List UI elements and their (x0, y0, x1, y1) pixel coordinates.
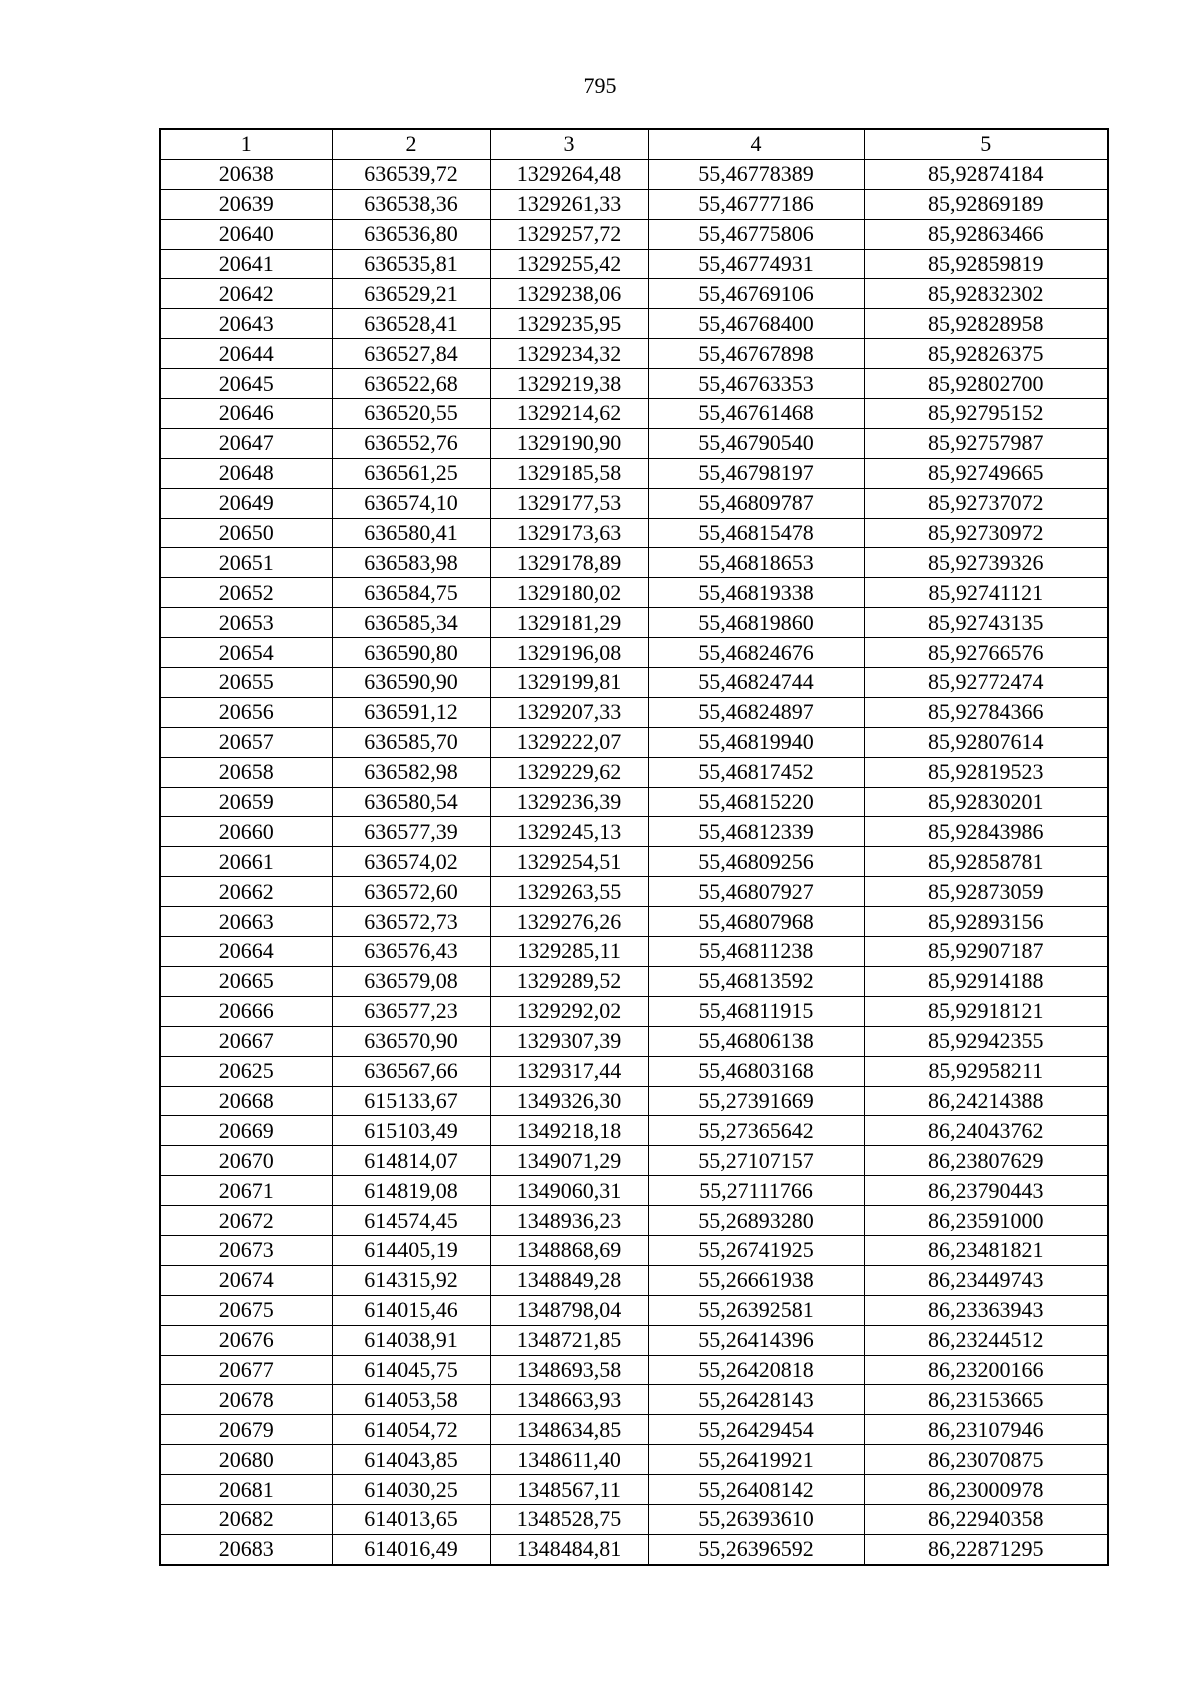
table-row (160, 428, 1108, 458)
table-cell: 1329254,51 (490, 847, 648, 877)
table-cell: 20664 (160, 937, 332, 967)
table-row (160, 369, 1108, 399)
table-row (160, 309, 1108, 339)
table-cell: 86,23000978 (864, 1475, 1108, 1505)
table-row (160, 1056, 1108, 1086)
table-cell: 55,46817452 (648, 757, 864, 787)
table-cell: 55,46809256 (648, 847, 864, 877)
table-row (160, 458, 1108, 488)
table-row (160, 189, 1108, 219)
table-cell: 1329276,26 (490, 907, 648, 937)
table-cell: 20645 (160, 369, 332, 399)
table-cell: 20649 (160, 488, 332, 518)
table-row (160, 1146, 1108, 1176)
table-cell: 20683 (160, 1534, 332, 1564)
table-cell: 636574,02 (332, 847, 490, 877)
table-cell: 55,46819338 (648, 578, 864, 608)
table-row (160, 1534, 1108, 1564)
table-cell: 636529,21 (332, 279, 490, 309)
table-cell: 636561,25 (332, 458, 490, 488)
table-cell: 615103,49 (332, 1116, 490, 1146)
table-row (160, 219, 1108, 249)
table-cell: 20673 (160, 1235, 332, 1265)
table-row (160, 1415, 1108, 1445)
table-cell: 636582,98 (332, 757, 490, 787)
table-cell: 86,23107946 (864, 1415, 1108, 1445)
column-header: 1 (160, 129, 332, 159)
table-row (160, 488, 1108, 518)
table-row (160, 638, 1108, 668)
table-cell: 636591,12 (332, 697, 490, 727)
table-cell: 1329264,48 (490, 159, 648, 189)
table-cell: 85,92863466 (864, 219, 1108, 249)
table-row (160, 847, 1108, 877)
table-cell: 85,92832302 (864, 279, 1108, 309)
table-cell: 55,46806138 (648, 1026, 864, 1056)
table-row (160, 548, 1108, 578)
table-cell: 636520,55 (332, 399, 490, 429)
table-cell: 20652 (160, 578, 332, 608)
table-cell: 55,46812339 (648, 817, 864, 847)
table-cell: 86,23200166 (864, 1355, 1108, 1385)
table-cell: 20638 (160, 159, 332, 189)
table-cell: 85,92843986 (864, 817, 1108, 847)
table-cell: 85,92859819 (864, 249, 1108, 279)
table-cell: 85,92873059 (864, 877, 1108, 907)
table-cell: 85,92858781 (864, 847, 1108, 877)
table-cell: 636579,08 (332, 966, 490, 996)
table-cell: 20657 (160, 727, 332, 757)
table-cell: 1348663,93 (490, 1385, 648, 1415)
table-cell: 55,46819860 (648, 608, 864, 638)
table-cell: 1329177,53 (490, 488, 648, 518)
table-cell: 55,46809787 (648, 488, 864, 518)
table-cell: 85,92942355 (864, 1026, 1108, 1056)
table-cell: 86,22940358 (864, 1504, 1108, 1534)
table-cell: 85,92830201 (864, 787, 1108, 817)
table-cell: 86,23481821 (864, 1235, 1108, 1265)
table-cell: 55,46811238 (648, 937, 864, 967)
column-header: 2 (332, 129, 490, 159)
table-cell: 55,46767898 (648, 339, 864, 369)
table-cell: 86,22871295 (864, 1534, 1108, 1564)
table-cell: 20665 (160, 966, 332, 996)
table-cell: 55,46824744 (648, 668, 864, 698)
table-cell: 636580,41 (332, 518, 490, 548)
table-cell: 20625 (160, 1056, 332, 1086)
table-cell: 1329307,39 (490, 1026, 648, 1056)
table-cell: 636535,81 (332, 249, 490, 279)
table-cell: 20671 (160, 1176, 332, 1206)
table-cell: 20678 (160, 1385, 332, 1415)
table-cell: 636538,36 (332, 189, 490, 219)
table-cell: 55,46824676 (648, 638, 864, 668)
table-cell: 85,92737072 (864, 488, 1108, 518)
table-cell: 614819,08 (332, 1176, 490, 1206)
table-cell: 1329255,42 (490, 249, 648, 279)
table-cell: 20650 (160, 518, 332, 548)
table-cell: 85,92869189 (864, 189, 1108, 219)
table-cell: 20680 (160, 1445, 332, 1475)
table-cell: 1348693,58 (490, 1355, 648, 1385)
table-cell: 85,92795152 (864, 399, 1108, 429)
table-cell: 1348634,85 (490, 1415, 648, 1445)
table-row (160, 877, 1108, 907)
table-body (160, 159, 1108, 1564)
table-cell: 85,92874184 (864, 159, 1108, 189)
table-cell: 85,92730972 (864, 518, 1108, 548)
table-cell: 1348849,28 (490, 1265, 648, 1295)
table-cell: 20644 (160, 339, 332, 369)
table-cell: 20659 (160, 787, 332, 817)
table-cell: 636590,90 (332, 668, 490, 698)
table-cell: 1329257,72 (490, 219, 648, 249)
table-row (160, 1325, 1108, 1355)
table-cell: 1349218,18 (490, 1116, 648, 1146)
table-cell: 55,26429454 (648, 1415, 864, 1445)
table-row (160, 966, 1108, 996)
table-cell: 85,92918121 (864, 996, 1108, 1026)
table-cell: 614038,91 (332, 1325, 490, 1355)
table-cell: 614015,46 (332, 1295, 490, 1325)
table-cell: 85,92828958 (864, 309, 1108, 339)
table-cell: 20663 (160, 907, 332, 937)
table-cell: 85,92893156 (864, 907, 1108, 937)
table-cell: 20660 (160, 817, 332, 847)
table-cell: 85,92757987 (864, 428, 1108, 458)
table-cell: 20651 (160, 548, 332, 578)
table-cell: 20656 (160, 697, 332, 727)
table-row (160, 1445, 1108, 1475)
table-cell: 614030,25 (332, 1475, 490, 1505)
table-cell: 1349071,29 (490, 1146, 648, 1176)
table-cell: 20647 (160, 428, 332, 458)
column-header: 4 (648, 129, 864, 159)
table-cell: 85,92826375 (864, 339, 1108, 369)
table-cell: 55,27111766 (648, 1176, 864, 1206)
table-cell: 614054,72 (332, 1415, 490, 1445)
table-row (160, 1355, 1108, 1385)
table-cell: 1329180,02 (490, 578, 648, 608)
table-cell: 636528,41 (332, 309, 490, 339)
table-cell: 85,92907187 (864, 937, 1108, 967)
table-cell: 614574,45 (332, 1206, 490, 1236)
table-cell: 85,92802700 (864, 369, 1108, 399)
table-cell: 1329235,95 (490, 309, 648, 339)
table-row (160, 608, 1108, 638)
table-cell: 636572,73 (332, 907, 490, 937)
table-row (160, 1026, 1108, 1056)
table-cell: 1329222,07 (490, 727, 648, 757)
table-cell: 636577,23 (332, 996, 490, 1026)
table-cell: 1329185,58 (490, 458, 648, 488)
table-cell: 55,46815478 (648, 518, 864, 548)
table-row (160, 399, 1108, 429)
table-cell: 1329261,33 (490, 189, 648, 219)
table-cell: 85,92743135 (864, 608, 1108, 638)
table-cell: 86,23790443 (864, 1176, 1108, 1206)
table-row (160, 1504, 1108, 1534)
page-number: 795 (583, 73, 617, 98)
table-cell: 55,46818653 (648, 548, 864, 578)
table-cell: 85,92766576 (864, 638, 1108, 668)
table-cell: 85,92807614 (864, 727, 1108, 757)
table-cell: 614814,07 (332, 1146, 490, 1176)
table-cell: 86,23591000 (864, 1206, 1108, 1236)
table-cell: 614405,19 (332, 1235, 490, 1265)
table-row (160, 937, 1108, 967)
table-cell: 20667 (160, 1026, 332, 1056)
table-cell: 20669 (160, 1116, 332, 1146)
table-cell: 55,46813592 (648, 966, 864, 996)
table-cell: 20639 (160, 189, 332, 219)
table-cell: 20668 (160, 1086, 332, 1116)
table-cell: 20643 (160, 309, 332, 339)
table-cell: 1329238,06 (490, 279, 648, 309)
table-row (160, 757, 1108, 787)
table-row (160, 578, 1108, 608)
column-header: 5 (864, 129, 1108, 159)
table-cell: 20654 (160, 638, 332, 668)
table-cell: 55,26420818 (648, 1355, 864, 1385)
table-cell: 20672 (160, 1206, 332, 1236)
table-cell: 1329292,02 (490, 996, 648, 1026)
table-cell: 1348936,23 (490, 1206, 648, 1236)
table-cell: 86,23363943 (864, 1295, 1108, 1325)
table-row (160, 996, 1108, 1026)
table-row (160, 1086, 1108, 1116)
table-row (160, 1385, 1108, 1415)
table-cell: 55,46790540 (648, 428, 864, 458)
table-cell: 55,46815220 (648, 787, 864, 817)
table-row (160, 907, 1108, 937)
table-cell: 1329190,90 (490, 428, 648, 458)
table-cell: 20682 (160, 1504, 332, 1534)
table-cell: 55,46798197 (648, 458, 864, 488)
table-cell: 636580,54 (332, 787, 490, 817)
table-cell: 636527,84 (332, 339, 490, 369)
table-cell: 20646 (160, 399, 332, 429)
table-cell: 636590,80 (332, 638, 490, 668)
table-row (160, 727, 1108, 757)
table-cell: 636584,75 (332, 578, 490, 608)
table-row (160, 1206, 1108, 1236)
table-cell: 20681 (160, 1475, 332, 1505)
table-cell: 1348868,69 (490, 1235, 648, 1265)
table-cell: 85,92819523 (864, 757, 1108, 787)
table-cell: 55,26392581 (648, 1295, 864, 1325)
table-row (160, 697, 1108, 727)
table-cell: 86,23244512 (864, 1325, 1108, 1355)
column-header: 3 (490, 129, 648, 159)
table-cell: 1329234,32 (490, 339, 648, 369)
table-cell: 1348721,85 (490, 1325, 648, 1355)
table-cell: 85,92741121 (864, 578, 1108, 608)
table-cell: 55,26396592 (648, 1534, 864, 1564)
table-cell: 85,92749665 (864, 458, 1108, 488)
table-cell: 55,46807927 (648, 877, 864, 907)
table-cell: 85,92784366 (864, 697, 1108, 727)
table-cell: 1329229,62 (490, 757, 648, 787)
table-cell: 55,26408142 (648, 1475, 864, 1505)
table-row (160, 279, 1108, 309)
table-cell: 1348611,40 (490, 1445, 648, 1475)
table-cell: 636576,43 (332, 937, 490, 967)
table-cell: 1349060,31 (490, 1176, 648, 1206)
table-cell: 636585,70 (332, 727, 490, 757)
table-cell: 614315,92 (332, 1265, 490, 1295)
table-row (160, 1116, 1108, 1146)
table-cell: 1329219,38 (490, 369, 648, 399)
table-cell: 55,46807968 (648, 907, 864, 937)
table-cell: 636570,90 (332, 1026, 490, 1056)
table-cell: 636583,98 (332, 548, 490, 578)
table-cell: 55,46777186 (648, 189, 864, 219)
table-cell: 55,46824897 (648, 697, 864, 727)
table-cell: 614016,49 (332, 1534, 490, 1564)
table-cell: 1329236,39 (490, 787, 648, 817)
table-cell: 614013,65 (332, 1504, 490, 1534)
table-cell: 86,24214388 (864, 1086, 1108, 1116)
coordinates-table (159, 128, 1109, 1566)
table-cell: 85,92958211 (864, 1056, 1108, 1086)
table-cell: 1329173,63 (490, 518, 648, 548)
table-cell: 636574,10 (332, 488, 490, 518)
table-header-row (160, 129, 1108, 159)
table-cell: 86,24043762 (864, 1116, 1108, 1146)
table-cell: 55,26419921 (648, 1445, 864, 1475)
table-cell: 55,26661938 (648, 1265, 864, 1295)
table-cell: 1329285,11 (490, 937, 648, 967)
table-cell: 55,46819940 (648, 727, 864, 757)
table-cell: 20661 (160, 847, 332, 877)
table-row (160, 1176, 1108, 1206)
table-row (160, 1475, 1108, 1505)
table-cell: 1348528,75 (490, 1504, 648, 1534)
table-cell: 55,27391669 (648, 1086, 864, 1116)
table-cell: 55,46763353 (648, 369, 864, 399)
table-cell: 614045,75 (332, 1355, 490, 1385)
table-row (160, 817, 1108, 847)
table-row (160, 787, 1108, 817)
table-cell: 636536,80 (332, 219, 490, 249)
table-row (160, 249, 1108, 279)
table-cell: 1349326,30 (490, 1086, 648, 1116)
table-cell: 20655 (160, 668, 332, 698)
table-cell: 636567,66 (332, 1056, 490, 1086)
table-cell: 636577,39 (332, 817, 490, 847)
table-cell: 614043,85 (332, 1445, 490, 1475)
table-cell: 55,26393610 (648, 1504, 864, 1534)
table-cell: 615133,67 (332, 1086, 490, 1116)
table-cell: 86,23153665 (864, 1385, 1108, 1415)
table-cell: 85,92772474 (864, 668, 1108, 698)
table-cell: 636552,76 (332, 428, 490, 458)
table-cell: 20642 (160, 279, 332, 309)
table-cell: 55,46803168 (648, 1056, 864, 1086)
table-cell: 636585,34 (332, 608, 490, 638)
table-row (160, 668, 1108, 698)
table-cell: 55,46768400 (648, 309, 864, 339)
table-cell: 1348798,04 (490, 1295, 648, 1325)
table-cell: 636539,72 (332, 159, 490, 189)
table-cell: 85,92914188 (864, 966, 1108, 996)
table-cell: 55,26428143 (648, 1385, 864, 1415)
table-row (160, 518, 1108, 548)
table-cell: 1329214,62 (490, 399, 648, 429)
table-cell: 55,46811915 (648, 996, 864, 1026)
table-cell: 20670 (160, 1146, 332, 1176)
table-cell: 1329199,81 (490, 668, 648, 698)
table-cell: 1329178,89 (490, 548, 648, 578)
table-cell: 55,46778389 (648, 159, 864, 189)
table-cell: 86,23449743 (864, 1265, 1108, 1295)
table-cell: 86,23070875 (864, 1445, 1108, 1475)
table-row (160, 1235, 1108, 1265)
table-cell: 1329317,44 (490, 1056, 648, 1086)
table-cell: 1329245,13 (490, 817, 648, 847)
table-row (160, 1265, 1108, 1295)
table-row (160, 159, 1108, 189)
table-row (160, 1295, 1108, 1325)
table-cell: 20679 (160, 1415, 332, 1445)
table-cell: 1329181,29 (490, 608, 648, 638)
table-cell: 1348484,81 (490, 1534, 648, 1564)
table-cell: 636522,68 (332, 369, 490, 399)
table-cell: 636572,60 (332, 877, 490, 907)
table-cell: 1329196,08 (490, 638, 648, 668)
table-cell: 20676 (160, 1325, 332, 1355)
table-cell: 20658 (160, 757, 332, 787)
table-cell: 55,46761468 (648, 399, 864, 429)
table-cell: 20653 (160, 608, 332, 638)
table-cell: 55,46774931 (648, 249, 864, 279)
table-row (160, 339, 1108, 369)
table-cell: 20677 (160, 1355, 332, 1385)
table-cell: 1348567,11 (490, 1475, 648, 1505)
table-cell: 85,92739326 (864, 548, 1108, 578)
table-cell: 55,46769106 (648, 279, 864, 309)
table-cell: 20648 (160, 458, 332, 488)
table-cell: 1329289,52 (490, 966, 648, 996)
table-cell: 20641 (160, 249, 332, 279)
table-cell: 86,23807629 (864, 1146, 1108, 1176)
table-cell: 55,46775806 (648, 219, 864, 249)
table-cell: 20666 (160, 996, 332, 1026)
table-cell: 55,26414396 (648, 1325, 864, 1355)
table-cell: 20640 (160, 219, 332, 249)
table-cell: 1329263,55 (490, 877, 648, 907)
table-cell: 55,26741925 (648, 1235, 864, 1265)
table-cell: 55,26893280 (648, 1206, 864, 1236)
table-cell: 1329207,33 (490, 697, 648, 727)
table-cell: 20674 (160, 1265, 332, 1295)
table-cell: 55,27365642 (648, 1116, 864, 1146)
table-cell: 20662 (160, 877, 332, 907)
table-cell: 614053,58 (332, 1385, 490, 1415)
table-cell: 55,27107157 (648, 1146, 864, 1176)
table-cell: 20675 (160, 1295, 332, 1325)
